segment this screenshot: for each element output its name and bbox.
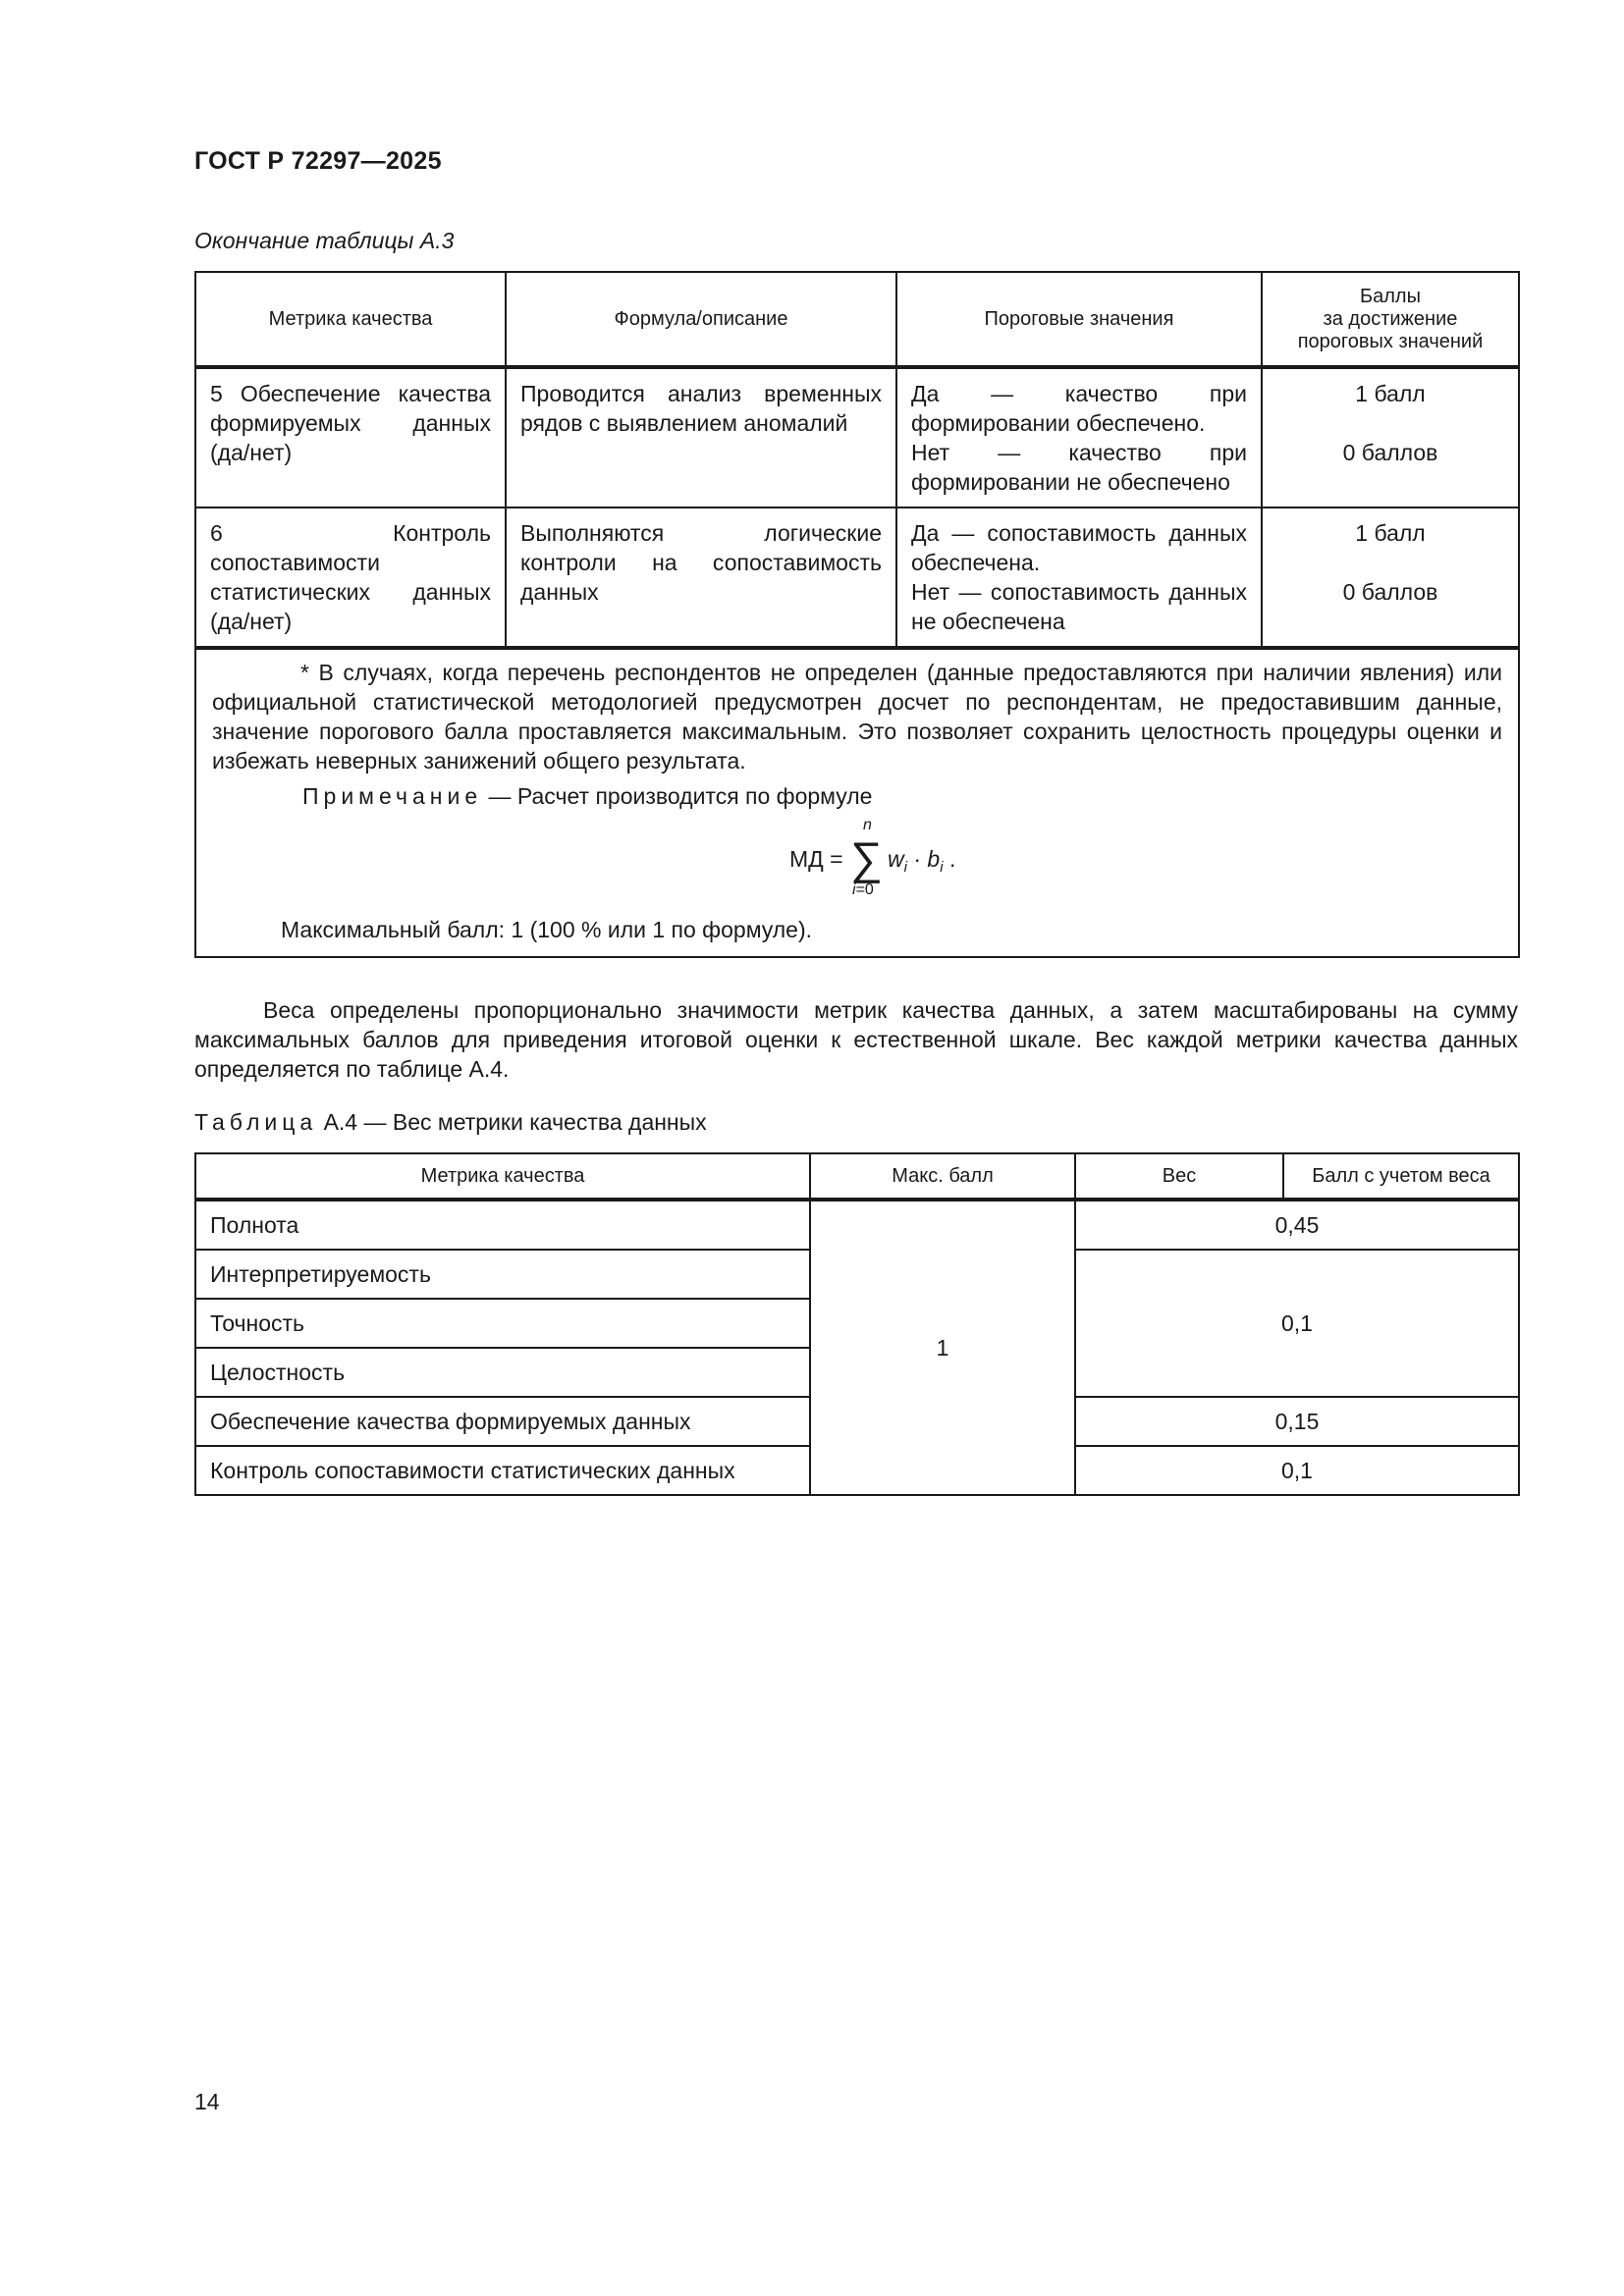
points-cell (1262, 507, 1519, 648)
column-header: Макс. балл (810, 1153, 1075, 1200)
formula-cell: Выполняются логические контроли на сопоставимость данных (506, 507, 896, 648)
metric-cell: Обеспечение качества формируемых данных (195, 1397, 810, 1446)
weight-cell: 0,1 (1075, 1250, 1519, 1397)
score-symbol: b (927, 846, 941, 872)
table-a4-caption (194, 1109, 707, 1136)
formula-end: . (943, 846, 956, 872)
formula-cell: Проводится анализ временных рядов с выявлением аномалий (506, 367, 896, 507)
points-no: 0 баллов (1342, 440, 1438, 465)
column-header: Формула/описание (506, 272, 896, 367)
column-header: Баллы за достижение пороговых значений (1262, 272, 1519, 367)
threshold-no: Нет — сопоставимость данных не обеспечена (911, 579, 1247, 634)
table-a3-header-row (195, 272, 1519, 367)
table-row (195, 367, 1519, 507)
weight-cell: 0,45 (1075, 1200, 1519, 1250)
threshold-yes: Да — сопоставимость данных обеспечена. (911, 520, 1247, 575)
score-index: i (940, 859, 944, 876)
table-row (195, 507, 1519, 648)
weight-symbol: w (888, 846, 904, 872)
threshold-yes: Да — качество при формировании обеспечено. (911, 381, 1247, 436)
points-yes: 1 балл (1355, 520, 1426, 546)
table-note-row (195, 648, 1519, 957)
note-label: Примечание (302, 783, 483, 809)
metric-cell: Полнота (195, 1200, 810, 1250)
formula-lhs: МД = (789, 846, 843, 872)
table-a4 (194, 1152, 1520, 1496)
points-yes: 1 балл (1355, 381, 1426, 406)
column-header: Метрика качества (195, 272, 506, 367)
metric-cell: Контроль сопоставимости статистических данных (195, 1446, 810, 1495)
metric-cell: Интерпретируемость (195, 1250, 810, 1299)
table-note-cell (195, 648, 1519, 957)
table-row (195, 1200, 1519, 1250)
column-header: Балл с учетом веса (1283, 1153, 1519, 1200)
column-header: Пороговые значения (896, 272, 1262, 367)
weight-cell: 0,1 (1075, 1446, 1519, 1495)
sum-symbol: ∑ (850, 832, 883, 883)
threshold-cell (896, 507, 1262, 648)
table-a3 (194, 271, 1520, 958)
document-id: ГОСТ Р 72297—2025 (194, 147, 442, 175)
note-line (212, 781, 1502, 811)
page-number: 14 (194, 2089, 220, 2114)
weight-cell: 0,15 (1075, 1397, 1519, 1446)
table-a4-header-row (195, 1153, 1519, 1200)
note-text: — Расчет производится по формуле (482, 783, 873, 809)
metric-cell: Точность (195, 1299, 810, 1348)
threshold-cell (896, 367, 1262, 507)
paragraph-text: Веса определены пропорционально значимости метрик качества данных, а затем масштабированы на сумму максимальных баллов для приведения итоговой оценки к естественной шкале. Вес каждой метрики качества данных определяется по таблице А.4. (194, 997, 1518, 1082)
threshold-no: Нет — качество при формировании не обеспечено (911, 440, 1247, 495)
max-score-text: Максимальный балл: 1 (100 % или 1 по формуле). (281, 917, 813, 942)
caption-text: А.4 — Вес метрики качества данных (317, 1109, 707, 1135)
points-cell (1262, 367, 1519, 507)
formula (212, 817, 1502, 907)
table-continuation-caption: Окончание таблицы А.3 (194, 228, 455, 253)
sum-start: =0 (855, 881, 874, 898)
column-header: Метрика качества (195, 1153, 810, 1200)
sum-lower-limit (852, 881, 874, 899)
sum-upper-limit: n (863, 817, 872, 833)
caption-label: Таблица (194, 1109, 318, 1135)
column-header: Вес (1075, 1153, 1283, 1200)
footnote-text: * В случаях, когда перечень респондентов не определен (данные предоставляются при наличии явления) или официальной статистической методологией предусмотрен досчет по респондентам, не предоставившим данные, значение порогового балла проставляется максимальным. Это позволяет сохранить целостность процедуры оценки и избежать неверных занижений общего результата. (212, 660, 1502, 774)
formula-rhs (888, 844, 955, 882)
sum-index: i (852, 881, 856, 898)
body-paragraph (194, 995, 1518, 1084)
metric-cell: 6 Контроль сопоставимости статистических данных (да/нет) (195, 507, 506, 648)
points-no: 0 баллов (1342, 579, 1438, 605)
metric-cell: Целостность (195, 1348, 810, 1397)
max-score-cell: 1 (810, 1200, 1075, 1495)
weight-index: i (903, 859, 907, 876)
multiply-dot: · (906, 846, 928, 872)
metric-cell: 5 Обеспечение качества формируемых данных (да/нет) (195, 367, 506, 507)
